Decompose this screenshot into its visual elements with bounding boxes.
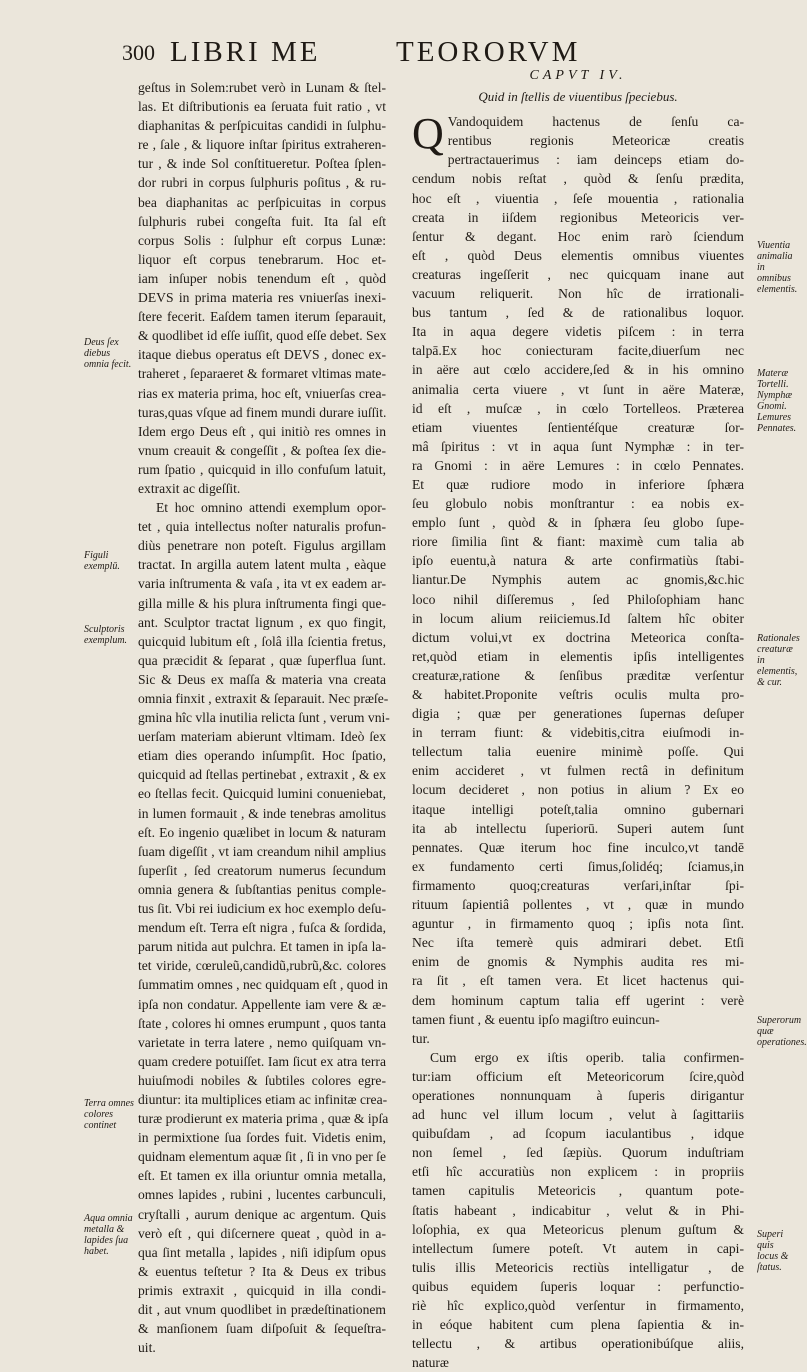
- text-line: uerſam materiam abierunt vltimam. Ideò ſex: [138, 729, 386, 745]
- text-line: rum ſpatio , quicquid in illo confuſum latuit,: [138, 461, 386, 477]
- text-line: parum nitida aut pulchra. Et tamen in ipſa la-: [138, 939, 386, 955]
- text-line: pennates. Quæ iterum hoc fine inculco,vt tandē: [412, 839, 744, 855]
- text-line: primis extraxit , quicquid in illa condi-: [138, 1282, 386, 1298]
- text-line: & habitet.Proponite veſtris oculis multa pro-: [412, 687, 744, 702]
- text-line: operationes nonnunquam à ſuperis dirigantur: [412, 1087, 744, 1103]
- text-line: iam inſuper nobis tenendum eſt , quòd: [138, 270, 386, 286]
- text-line: Idem ergo Deus eſt , qui initiò res omnes in: [138, 423, 386, 439]
- text-line: gilla mille & his plura inſtrumenta fingi que-: [138, 595, 386, 611]
- text-line: tet , quia intellectus noſter naturalis profun-: [138, 519, 386, 535]
- text-line: Nec iſta temerè quis admirari debet. Etſi: [412, 935, 744, 951]
- text-line: in locum alium reiiciemus.Id ſaltem hîc obiter: [412, 610, 744, 626]
- text-line: ſuperſit , ſed creatorum numerus ſecundum: [138, 862, 386, 878]
- text-line: varia inſtrumenta & vaſa , ita vt ex eadem ar-: [138, 576, 386, 592]
- text-line: riè hîc explico,quòd verſentur in firmamento,: [412, 1298, 744, 1313]
- margin-note-figuli: Figuli exemplū.: [84, 550, 120, 572]
- text-line: quidnam elementum aquæ ſit , ſi in vno per ſe: [138, 1149, 386, 1165]
- text-line: rituum ſapientiâ pollentes , vt , quæ in mundo: [412, 897, 744, 913]
- text-line: vnum creauit & congeſſit , & poſtea ſex die-: [138, 442, 386, 458]
- text-line: ra Gnomi : in aëre Lemures : in cœlo Pennates.: [412, 457, 744, 473]
- text-line: creata in iiſdem regionibus Meteoricis ver-: [412, 209, 744, 225]
- text-line: tamen capitulis Meteoricis , quantum pote-: [412, 1183, 744, 1199]
- text-line: ad hunc vel illum locum , velut à ſagittariis: [412, 1107, 744, 1123]
- margin-note-materae: Materæ Tortelli. Nymphæ Gnomi. Lemures Pennates.: [757, 368, 797, 434]
- text-line: eſt , quòd Deus elementis omnibus viuentes: [412, 247, 744, 263]
- text-line: itaque diebus operatus eſt DEVS , donec ex-: [138, 347, 386, 363]
- text-line: qua præcidit & ſeparat , quæ ſuperflua ſunt.: [138, 652, 386, 668]
- text-line: diuntur: ita multiplices etiam ac infinitæ crea-: [138, 1091, 388, 1107]
- text-line: dem hominum captum talia eff ugerint : verè: [412, 992, 744, 1008]
- text-line: & manſionem ſuam diſpoſuit & ſequeſtra-: [138, 1321, 386, 1337]
- text-line: quibus equidem ſuperis loquar : perfunctio-: [412, 1278, 744, 1294]
- text-line: tur:iam officium eſt Meteoricorum ſcire,quòd: [412, 1068, 744, 1084]
- text-line: in terram fiunt: & videbitis,citra eiuſmodi in-: [412, 725, 744, 741]
- text-line: diaphanitas & perſpicuitas candidi in ſulphu-: [138, 118, 386, 134]
- text-line: turæ prodierunt ex materia prima , quæ & ipſa: [138, 1111, 389, 1127]
- text-line: itaque intelligi poteſt,talia omnino gubernari: [412, 801, 744, 817]
- text-line: liantur.De Nymphis autem ac gnomis,&c.hic: [412, 572, 744, 588]
- text-line: extraxit ac digeſſit.: [138, 480, 241, 496]
- text-line: corpus Solis : ſulphur eſt corpus Lunæ:: [138, 232, 386, 248]
- chapter-heading: CAPVT IV.: [529, 68, 627, 83]
- text-line: varietate in terra latere , nemo quiſquam vn-: [138, 1034, 386, 1050]
- margin-note-viuentia: Viuentia animalia in omnibus elementis.: [757, 240, 798, 295]
- text-line: tulis illis Meteoricis rectiùs intelligatur , de: [412, 1259, 744, 1275]
- margin-note-deus: Deus ſex diebus omnia fecit.: [84, 337, 132, 370]
- chapter-title: Quid in ſtellis de viuentibus ſpeciebus.: [478, 89, 678, 105]
- text-line: vacuum reliquerit. Non hîc de irrationali-: [412, 286, 744, 302]
- text-line: tellectu , & artibus operationibúſque aliis,: [412, 1336, 744, 1352]
- text-line: loſophia, ex qua Meteoricus plenum guſtum &: [412, 1221, 744, 1237]
- text-line: Ita in aqua degere videtis piſcem : in terra: [412, 324, 744, 340]
- text-line: uit.: [138, 1340, 156, 1356]
- text-line: traheret , ſeparaeret & formaret vltimas mate-: [138, 366, 386, 382]
- page-number: 300: [122, 40, 155, 65]
- text-line: dictum volui,vt ex doctrina Meteorica conſta-: [412, 629, 744, 645]
- running-title-right: TEORORVM: [396, 36, 581, 68]
- right-body: [412, 109, 744, 1372]
- text-line: tur , & inde Sol conſtitueretur. Poſtea ſplen-: [138, 156, 386, 172]
- text-line: tus ſit. Vbi rei iudicium ex hoc exemplo deſu-: [138, 901, 386, 917]
- text-line: dor rubri in corpus ſulphuris poſitus , & ru-: [138, 175, 386, 191]
- text-line: tamen fiunt , & euentu ipſo magiſtro euincun-: [412, 1011, 660, 1027]
- text-line: liquor eſt corpus tenebrarum. Hoc et-: [138, 251, 386, 267]
- text-line: rentibus regionis Meteoricæ creatis: [447, 133, 744, 149]
- text-line: etiam viuentes ſentientéſque creaturæ ſor-: [412, 419, 744, 435]
- margin-note-superorum: Superorum quæ operationes.: [757, 1015, 807, 1048]
- text-line: ſtate , colores hi omnes erumpunt , quos tanta: [138, 1015, 386, 1031]
- text-line: ita ab intellectu ſuperiorū. Superi autem ſunt: [412, 820, 744, 836]
- text-line: etſi hîc accuratiùs non explicem : in propriis: [412, 1164, 744, 1180]
- text-line: pertractauerimus : iam deinceps etiam do-: [447, 152, 744, 168]
- text-line: rias ex materia prima, hoc eſt, vniuerſas crea-: [138, 385, 386, 401]
- text-line: cendum nobis reſtat , quòd & ſenſu prædita,: [412, 171, 744, 187]
- text-line: Sic & Deus ex maſſa & materia vna creata: [138, 671, 386, 687]
- text-line: firmamento quoq;creaturas verſari,inſtar ſpi-: [412, 877, 744, 893]
- text-line: ſuam digeſſit , vt iam creandum nihil amplius: [138, 843, 386, 859]
- text-line: aguntur , in firmamento quoq ; ipſis nota ſint.: [412, 916, 744, 932]
- margin-note-terra: Terra omnes colores continet: [84, 1098, 134, 1131]
- text-line: eo ſtellas fecit. Quicquid lumini conueniebat,: [138, 786, 386, 802]
- text-line: ſtatis habeant , indicabitur , velut & in Phi-: [412, 1202, 744, 1218]
- margin-note-sculptor: Sculptoris exemplum.: [84, 624, 128, 646]
- margin-note-superi: Superi quis locus & ſtatus.: [757, 1229, 789, 1273]
- text-line: Vandoquidem hactenus de ſenſu ca-: [447, 114, 744, 130]
- text-line: qua ſint metalla , lapides , niſi idipſum opus: [138, 1244, 386, 1260]
- text-line: enim de gnomis & Nymphis audita res mi-: [412, 954, 744, 970]
- text-line: quicquid ad ſtellas pertinebat , extraxit , & ex: [138, 767, 386, 783]
- text-line: quam credere potuiſſet. Iam ſicut ex atra terra: [138, 1053, 386, 1069]
- text-line: geſtus in Solem:rubet verò in Lunam & ſtel-: [138, 80, 386, 95]
- text-line: DEVS in prima materia res vniuerſas inexi-: [138, 290, 386, 306]
- text-line: ſummatim omnes , nec quidquam eſt , quod in: [138, 977, 388, 993]
- running-title-left: LIBRI ME: [170, 36, 321, 68]
- text-line: id eſt , muſcæ , in cœlo Tortelleos. Præterea: [412, 400, 744, 416]
- text-line: ipſo euentu,à natura & arte confirmatiùs ſtabi-: [412, 553, 744, 569]
- text-line: loco nihil diſſeremus , ſed Philoſophiam hanc: [412, 591, 744, 607]
- text-line: Cum ergo ex iſtis operib. talia confirmen-: [430, 1049, 744, 1065]
- text-line: tractat. In argilla autem latent multa , eàque: [138, 557, 386, 573]
- text-line: quibuſdam , ad ſcopum iaculantibus , idque: [412, 1126, 744, 1142]
- text-line: & euentus teſtetur ? Ita & Deus ex tribus: [138, 1263, 386, 1279]
- text-line: etiam dies operando inſumpſit. Hoc ſpatio,: [138, 748, 386, 764]
- text-line: diùs penetrare non poteſt. Figulus argillam: [138, 538, 386, 554]
- text-line: mâ ſpiritus : vt in aqua ſunt Nymphæ : in ter-: [412, 438, 744, 454]
- right-text-column: [412, 66, 744, 1372]
- left-text-column: [138, 78, 390, 1357]
- text-line: in eóque habitent cum plena ſapientia & in-: [412, 1317, 744, 1333]
- text-line: las. Et diſtributionis ea ſeruata fuit ratio , vt: [138, 99, 386, 115]
- text-line: enim accideret , vt fulmen rectâ in definitum: [412, 763, 744, 779]
- text-line: eſt. Et tamen ex illa oriuntur omnia metalla,: [138, 1168, 386, 1184]
- text-line: ipſa non condatur. Appellente iam vere & æ-: [138, 996, 386, 1012]
- text-line: dit , aut vnum quodlibet in prædeſtinationem: [138, 1302, 386, 1317]
- text-line: tur.: [412, 1030, 430, 1046]
- text-line: ant. Sculptor tractat lignum , ex quo fingit,: [138, 614, 386, 630]
- text-line: omnia finxit , extraxit & ſeparauit. Nec præſe-: [138, 691, 389, 706]
- text-line: omnia genera & ſubſtantias penitus comple-: [138, 881, 386, 897]
- margin-note-ratio: Rationales creaturæ in elementis, & cur.: [757, 633, 800, 688]
- text-line: Et quæ rudiore modo in inferiore ſphæra: [412, 476, 744, 492]
- text-line: non ſemel , ſed ſæpiùs. Quorum induſtriam: [412, 1145, 744, 1161]
- margin-note-aqua: Aqua omnia metalla & lapides ſua habet.: [84, 1213, 133, 1257]
- text-line: ra ſit , eſt tamen vera. Et licet hactenus qui-: [412, 973, 744, 989]
- text-line: huiuſmodi nobiles & ſubtiles colores egre-: [138, 1072, 386, 1088]
- text-line: cryſtalli , aurum denique ac argentum. Quis: [138, 1206, 386, 1222]
- text-line: ſulphuris rubei congeſta fuit. Ita ſal eſt: [138, 213, 386, 229]
- text-line: in lumen formauit , & inde tenebras amolitus: [138, 805, 386, 821]
- text-line: ex fundamento certi ſimus,ſolidéq; ſciamus,in: [412, 858, 744, 874]
- text-line: creaturas ingeſſerit , nec quicquam inane aut: [412, 266, 744, 282]
- text-line: re , ſale , & liquore inſtar ſpiritus extraheren-: [138, 137, 386, 153]
- text-line: eſt. Eo ingenio quælibet in locum & naturam: [138, 824, 386, 840]
- text-line: emplo ſunt , quòd & in ſphæra ſeu globo ſupe-: [412, 515, 744, 531]
- text-line: ret,quòd etiam in elementis ipſis intelligentes: [412, 648, 744, 664]
- text-line: gmina hîc vlla inutilia relicta ſunt , verum vni-: [138, 710, 390, 726]
- text-line: mendum eſt. Terra eſt nigra , fuſca & ſordida,: [138, 920, 386, 936]
- text-line: animalia certa viuere , vt ſunt in aëre Materæ,: [412, 381, 744, 397]
- text-line: ſtere fecerit. Eaſdem tamen iterum ſeparauit,: [138, 309, 386, 325]
- text-line: locum decideret , non potius in alium ? Ex eo: [412, 782, 744, 798]
- text-line: digia ; quæ per generationes ſupernas deſuper: [412, 706, 744, 722]
- text-line: tellectum talia euenire minimè poſſe. Qui: [412, 744, 744, 760]
- text-line: riore ſimilia ſint & fiant: maximè cum talia ab: [412, 534, 744, 550]
- text-line: talpā.Ex hoc coniecturam facite,diuerſum nec: [412, 343, 744, 359]
- text-line: ſeu globulo nobis monſtrantur : ea nobis ex-: [412, 496, 744, 512]
- text-line: Et hoc omnino attendi exemplum opor-: [156, 500, 386, 516]
- text-line: in aëre aut cœlo accidere,ſed & in his omnino: [412, 362, 744, 378]
- text-line: & quodlibet id eſſe iuſſit, quod eſſe debet. Sex: [138, 328, 387, 344]
- text-line: intellectum ſumere poteſt. Vt autem in capi-: [412, 1240, 744, 1256]
- text-line: tet viride, cœruleũ,candidũ,rubrũ,&c. colores: [138, 958, 386, 974]
- text-line: creaturæ,ratione & ſenſibus præditæ verſentur: [412, 667, 744, 683]
- text-line: verò eſt , qui diſcernere queat , quòd in a-: [138, 1225, 386, 1241]
- drop-cap: Q: [412, 109, 444, 159]
- text-line: ſentur & degant. Hoc enim rarò ſciendum: [412, 228, 744, 244]
- text-line: bus tantum , ſed & de rationalibus loquor.: [412, 305, 744, 321]
- text-line: bea diaphanitas ac perſpicuitas in corpus: [138, 194, 386, 210]
- text-line: in permixtione ſua ſordes fuit. Videtis enim,: [138, 1130, 386, 1146]
- text-line: naturæ: [412, 1355, 449, 1371]
- text-line: turas,quas vſque ad finem mundi durare iuſſit.: [138, 404, 387, 420]
- text-line: hoc eſt , viuentia , ſeſe mouentia , rationalia: [412, 190, 744, 206]
- text-line: omnes lapides , rubini , lucentes carbunculi,: [138, 1187, 386, 1203]
- text-line: quicquid lubitum eſt , ſolâ illa ſcientia fretus,: [138, 633, 386, 649]
